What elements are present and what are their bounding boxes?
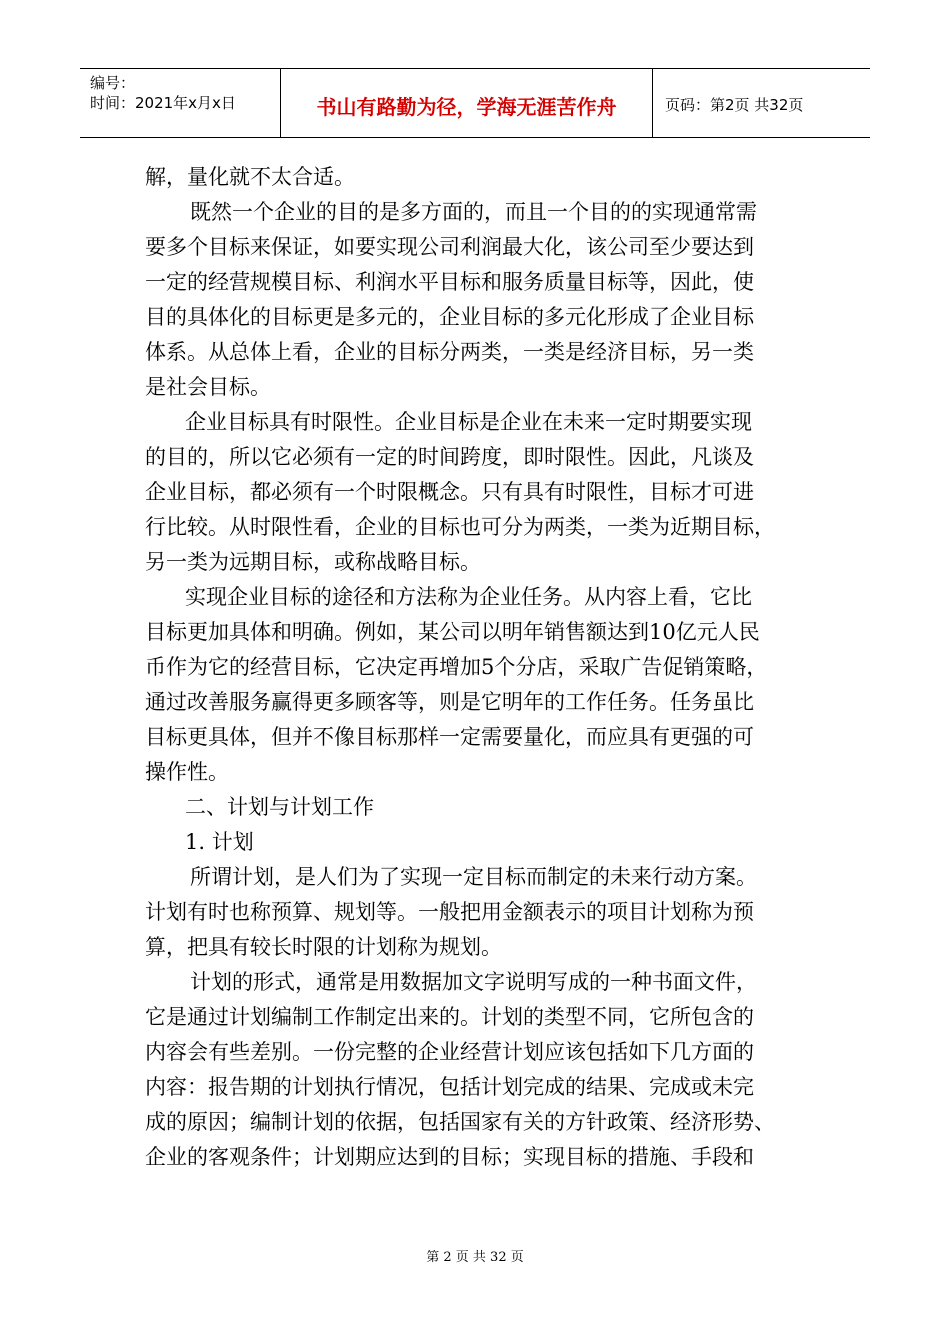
body-line: 通过改善服务赢得更多顾客等，则是它明年的工作任务。任务虽比 bbox=[145, 690, 754, 714]
body-line: 所谓计划，是人们为了实现一定目标而制定的未来行动方案。 bbox=[190, 865, 757, 889]
body-line: 企业目标，都必须有一个时限概念。只有具有时限性，目标才可进 bbox=[145, 480, 754, 504]
body-line: 成的原因；编制计划的依据，包括国家有关的方针政策、经济形势、 bbox=[145, 1110, 775, 1134]
document-body bbox=[145, 160, 815, 1175]
body-line: 要多个目标来保证，如要实现公司利润最大化，该公司至少要达到 bbox=[145, 235, 754, 259]
body-line: 一定的经营规模目标、利润水平目标和服务质量目标等，因此，使 bbox=[145, 270, 754, 294]
body-line: 的目的，所以它必须有一定的时间跨度，即时限性。因此，凡谈及 bbox=[145, 445, 754, 469]
header-left-cell bbox=[80, 69, 281, 137]
body-line: 它是通过计划编制工作制定出来的。计划的类型不同，它所包含的 bbox=[145, 1005, 754, 1029]
body-line: 币作为它的经营目标，它决定再增加5个分店，采取广告促销策略， bbox=[145, 655, 768, 679]
body-line: 解，量化就不太合适。 bbox=[145, 165, 355, 189]
body-line: 目标更具体，但并不像目标那样一定需要量化，而应具有更强的可 bbox=[145, 725, 754, 749]
body-line: 另一类为远期目标，或称战略目标。 bbox=[145, 550, 481, 574]
body-line: 操作性。 bbox=[145, 760, 229, 784]
document-date: 时间：2021年x月x日 bbox=[90, 94, 236, 112]
header-motto: 书山有路勤为径，学海无涯苦作舟 bbox=[281, 69, 653, 137]
body-line: 计划有时也称预算、规划等。一般把用金额表示的项目计划称为预 bbox=[145, 900, 754, 924]
body-line: 行比较。从时限性看，企业的目标也可分为两类，一类为近期目标， bbox=[145, 515, 775, 539]
body-line: 是社会目标。 bbox=[145, 375, 271, 399]
body-line: 内容会有些差别。一份完整的企业经营计划应该包括如下几方面的 bbox=[145, 1040, 754, 1064]
section-heading: 二、计划与计划工作 bbox=[185, 795, 374, 819]
header-page-info: 页码：第2页 共32页 bbox=[665, 95, 804, 114]
body-line: 算，把具有较长时限的计划称为规划。 bbox=[145, 935, 502, 959]
body-line: 体系。从总体上看，企业的目标分两类，一类是经济目标，另一类 bbox=[145, 340, 754, 364]
document-number-label: 编号： bbox=[90, 74, 136, 92]
page-header bbox=[80, 68, 870, 138]
body-line: 既然一个企业的目的是多方面的，而且一个目的的实现通常需 bbox=[190, 200, 757, 224]
subsection-heading: 1. 计划 bbox=[185, 830, 254, 854]
body-line: 内容：报告期的计划执行情况，包括计划完成的结果、完成或未完 bbox=[145, 1075, 754, 1099]
body-line: 企业目标具有时限性。企业目标是企业在未来一定时期要实现 bbox=[185, 410, 752, 434]
body-line: 企业的客观条件；计划期应达到的目标；实现目标的措施、手段和 bbox=[145, 1145, 754, 1169]
body-line: 实现企业目标的途径和方法称为企业任务。从内容上看，它比 bbox=[185, 585, 752, 609]
body-line: 计划的形式，通常是用数据加文字说明写成的一种书面文件， bbox=[190, 970, 757, 994]
body-line: 目的具体化的目标更是多元的，企业目标的多元化形成了企业目标 bbox=[145, 305, 754, 329]
body-line: 目标更加具体和明确。例如，某公司以明年销售额达到10亿元人民 bbox=[145, 620, 760, 644]
page-footer: 第 2 页 共 32 页 bbox=[426, 1250, 524, 1265]
